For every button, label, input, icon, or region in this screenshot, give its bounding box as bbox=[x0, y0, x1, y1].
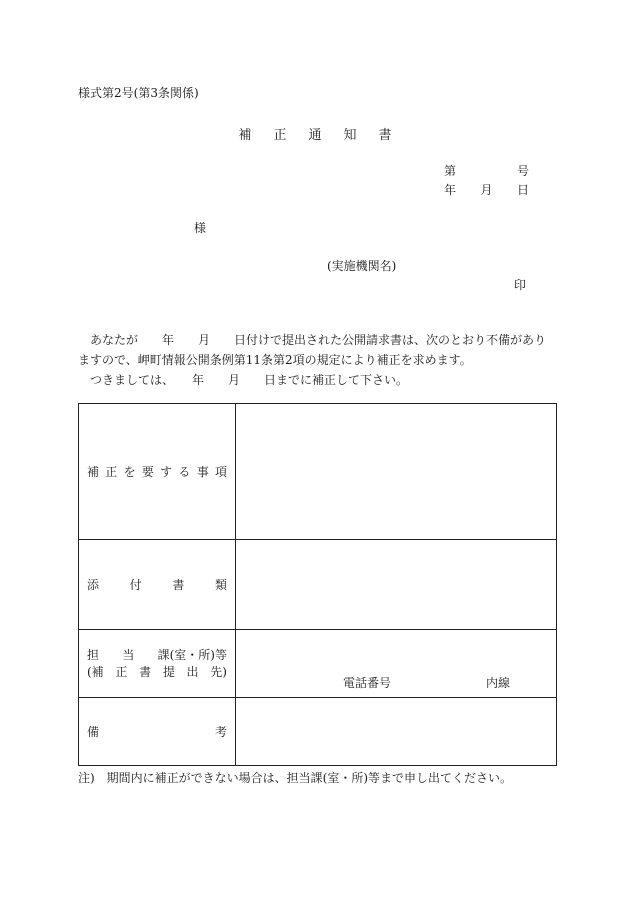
label-text: 補 正 を 要 す る 事 項 bbox=[87, 465, 227, 479]
addressee: 様 bbox=[194, 221, 207, 235]
label-text: 担 当 課(室・所)等 bbox=[87, 647, 227, 662]
body-text bbox=[78, 330, 553, 390]
number-suffix: 号 bbox=[516, 164, 529, 178]
label-responsible-section bbox=[79, 630, 236, 698]
body-paragraph-1: あなたが 年 月 日付けで提出された公開請求書は、次のとおり不備がありますので、岬町情報公開条例第11条第2項の規定により補正を求めます。 bbox=[78, 333, 547, 367]
label-attachments bbox=[79, 540, 236, 630]
date-month: 月 bbox=[480, 183, 493, 197]
body-paragraph-2: つきましては、 年 月 日までに補正して下さい。 bbox=[90, 373, 409, 387]
number-prefix: 第 bbox=[444, 164, 457, 178]
table-row bbox=[79, 698, 557, 766]
date-day: 日 bbox=[516, 183, 529, 197]
label-remarks bbox=[79, 698, 236, 766]
table-row bbox=[79, 630, 557, 698]
form-id: 様式第2号(第3条関係) bbox=[78, 86, 199, 100]
correction-table bbox=[78, 403, 557, 766]
label-text: 備 考 bbox=[87, 725, 227, 739]
date-year: 年 bbox=[444, 183, 457, 197]
table-row bbox=[79, 404, 557, 540]
label-correction-items bbox=[79, 404, 236, 540]
label-text: (補 正 書 提 出 先) bbox=[87, 664, 227, 679]
field-responsible-section[interactable] bbox=[236, 630, 557, 698]
label-text: 添 付 書 類 bbox=[87, 578, 227, 592]
extension-label: 内線 bbox=[486, 676, 511, 690]
phone-label: 電話番号 bbox=[343, 676, 392, 690]
table-row bbox=[79, 540, 557, 630]
document-number bbox=[444, 162, 529, 179]
document-date bbox=[444, 181, 529, 198]
field-correction-items[interactable] bbox=[236, 404, 557, 540]
footnote: 注) 期間内に補正ができない場合は、担当課(室・所)等まで申し出てください。 bbox=[78, 771, 513, 785]
agency-label: (実施機関名) bbox=[327, 259, 397, 273]
field-remarks[interactable] bbox=[236, 698, 557, 766]
seal-mark: 印 bbox=[514, 278, 527, 292]
field-attachments[interactable] bbox=[236, 540, 557, 630]
page-title: 補正通知書 bbox=[238, 128, 414, 143]
